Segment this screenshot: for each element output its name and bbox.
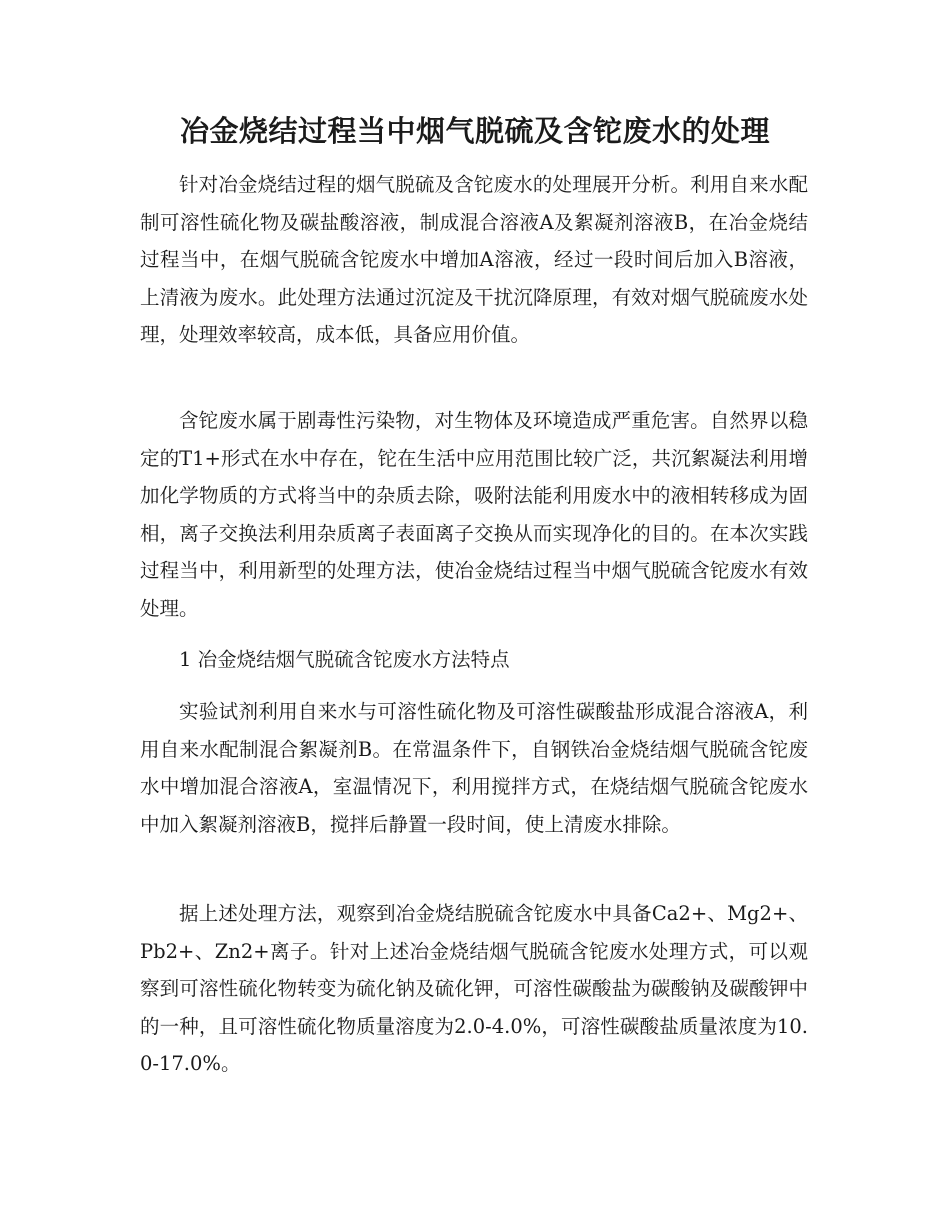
document-title: 冶金烧结过程当中烟气脱硫及含铊废水的处理 — [179, 114, 770, 148]
paragraph-background: 含铊废水属于剧毒性污染物，对生物体及环境造成严重危害。自然界以稳定的T1+形式在水中存在，铊在生活中应用范围比较广泛，共沉絮凝法利用增加化学物质的方式将当中的杂质去除，吸附法能利用废水中的液相转移成为固相，离子交换法利用杂质离子表面离子交换从而实现净化的目的。在本次实践过程当中，利用新型的处理方法，使冶金烧结过程当中烟气脱硫含铊废水有效处理。 — [140, 409, 808, 620]
paragraph-method: 实验试剂利用自来水与可溶性硫化物及可溶性碳酸盐形成混合溶液A，利用自来水配制混合絮凝剂B。在常温条件下，自钢铁冶金烧结烟气脱硫含铊废水中增加混合溶液A，室温情况下，利用搅拌方式，在烧结烟气脱硫含铊废水中加入絮凝剂溶液B，搅拌后静置一段时间，使上清废水排除。 — [140, 700, 808, 836]
paragraph-intro: 针对冶金烧结过程的烟气脱硫及含铊废水的处理展开分析。利用自来水配制可溶性硫化物及碳盐酸溶液，制成混合溶液A及絮凝剂溶液B，在冶金烧结过程当中，在烟气脱硫含铊废水中增加A溶液，经过一段时间后加入B溶液，上清液为废水。此处理方法通过沉淀及干扰沉降原理，有效对烟气脱硫废水处理，处理效率较高，成本低，具备应用价值。 — [140, 173, 808, 347]
paragraph-observation: 据上述处理方法，观察到冶金烧结脱硫含铊废水中具备Ca2+、Mg2+、Pb2+、Zn2+离子。针对上述冶金烧结烟气脱硫含铊废水处理方式，可以观察到可溶性硫化物转变为硫化钠及硫化钾，可溶性碳酸盐为碳酸钠及碳酸钾中的一种，且可溶性硫化物质量溶度为2.0-4.0%，可溶性碳酸盐质量浓度为10.0-17.0%。 — [140, 902, 808, 1076]
section-heading: 1 冶金烧结烟气脱硫含铊废水方法特点 — [179, 648, 510, 671]
